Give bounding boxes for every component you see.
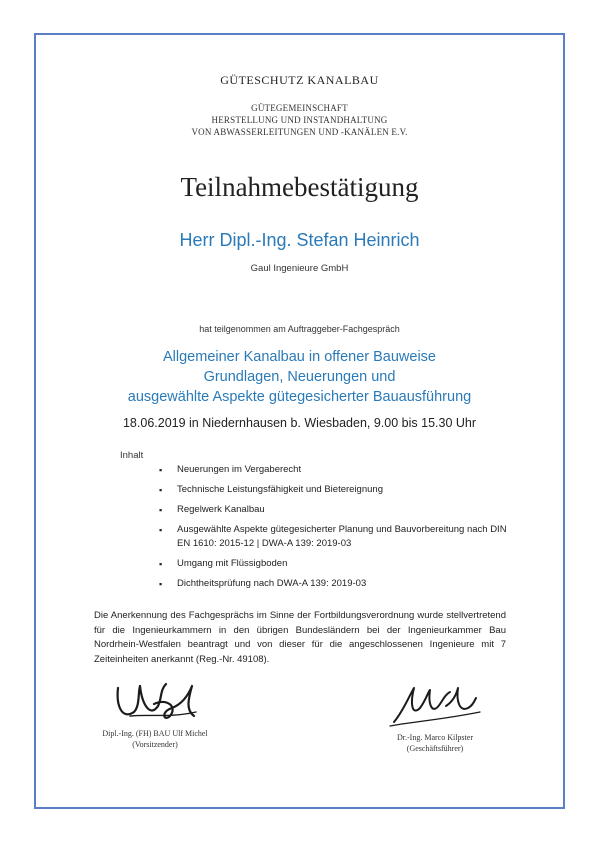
bullet-icon: ▪ [159, 525, 163, 535]
organization-subtitle-line: VON ABWASSERLEITUNGEN UND -KANÄLEN E.V. [191, 127, 408, 137]
bullet-icon: ▪ [159, 485, 163, 495]
content-label: Inhalt [120, 450, 144, 461]
course-title-line: Grundlagen, Neuerungen und [203, 369, 396, 385]
document-title: Teilnahmebestätigung [180, 172, 419, 202]
recognition-text: Die Anerkennung des Fachgesprächs im Sinne der Fortbildungsverordnung wurde stellvertretend für die Ingenieurkammern in den übrigen Bundesländern bei der Ingenieurkammer Bau Nordrhein-Westfalen beantragt und von dieser für die angeschlossenen Ingenieure mit 7 Zeiteinheiten anerkannt (Reg.-Nr. 49108). [94, 610, 506, 665]
course-title-line: ausgewählte Aspekte gütegesicherter Bauausführung [127, 389, 472, 405]
topic-list [155, 463, 515, 597]
organization-subtitle-line: GÜTEGEMEINSCHAFT [251, 103, 348, 113]
signature-left [70, 676, 240, 750]
list-item: ▪ Regelwerk Kanalbau [159, 504, 265, 515]
bullet-icon: ▪ [159, 579, 163, 589]
list-item: ▪ Umgang mit Flüssigboden [159, 558, 288, 569]
participation-text: hat teilgenommen am Auftraggeber-Fachgespräch [199, 324, 400, 334]
organization-subtitle [34, 102, 565, 138]
signer-role-left: (Vorsitzender) [132, 740, 178, 749]
signature-right [350, 682, 520, 754]
list-item: ▪ Ausgewählte Aspekte gütegesicherter Planung und Bauvorbereitung nach DIN EN 1610: 2015-12 | DWA-A 139: 2019-03 [159, 524, 507, 549]
handwritten-signature-right [380, 682, 490, 730]
course-title [34, 347, 565, 407]
course-title-line: Allgemeiner Kanalbau in offener Bauweise [163, 349, 436, 365]
list-item: ▪ Technische Leistungsfähigkeit und Bietereignung [159, 484, 383, 495]
bullet-icon: ▪ [159, 505, 163, 515]
participant-company: Gaul Ingenieure GmbH [250, 263, 349, 274]
signer-role-right: (Geschäftsführer) [406, 744, 464, 753]
date-location: 18.06.2019 in Niedernhausen b. Wiesbaden, 9.00 bis 15.30 Uhr [122, 416, 477, 430]
handwritten-signature-left [100, 676, 210, 726]
organization-subtitle-line: HERSTELLUNG UND INSTANDHALTUNG [211, 115, 388, 125]
signer-name-left: Dipl.-Ing. (FH) BAU Ulf Michel [102, 729, 208, 738]
bullet-icon: ▪ [159, 559, 163, 569]
list-item: ▪ Neuerungen im Vergaberecht [159, 464, 302, 475]
bullet-icon: ▪ [159, 465, 163, 475]
organization-title: GÜTESCHUTZ KANALBAU [220, 73, 379, 87]
participant-name: Herr Dipl.-Ing. Stefan Heinrich [179, 230, 420, 250]
signer-name-right: Dr.-Ing. Marco Kilpster [397, 733, 473, 742]
list-item: ▪ Dichtheitsprüfung nach DWA-A 139: 2019-03 [159, 578, 367, 589]
